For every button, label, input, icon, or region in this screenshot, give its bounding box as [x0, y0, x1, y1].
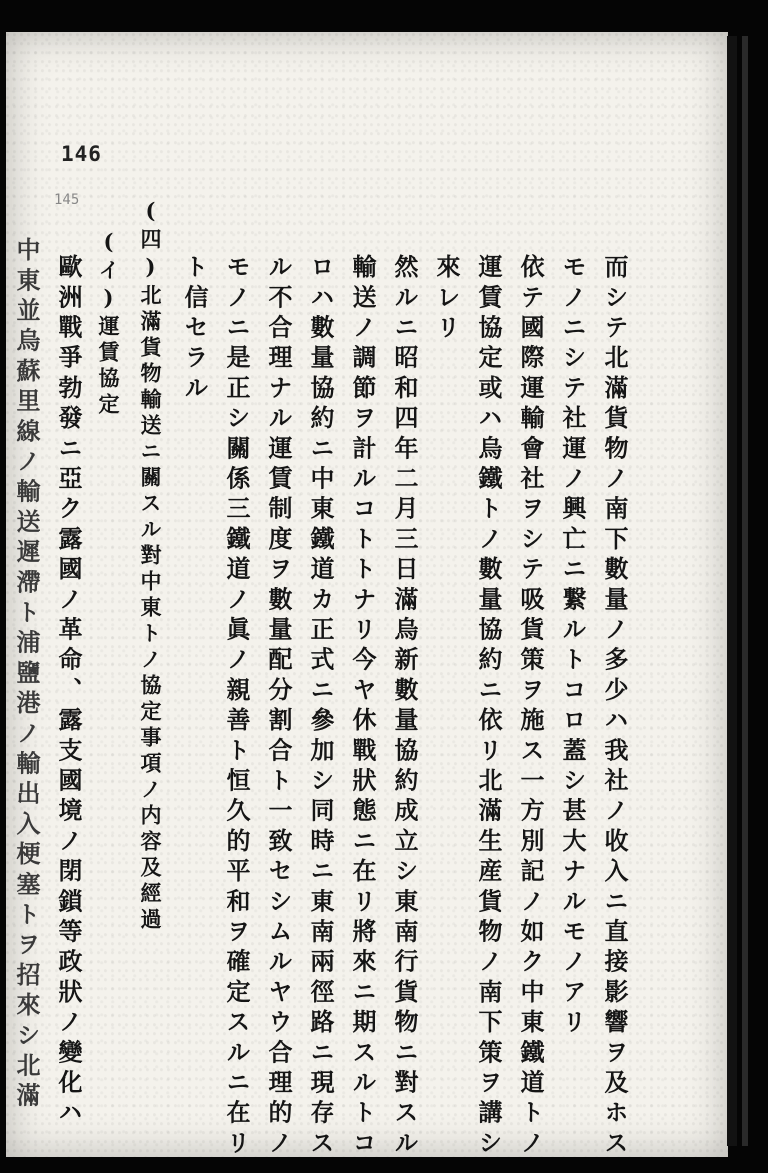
text-column-10: モノニ是正シ關係三鐵道ノ眞ノ親善ト恒久的平和ヲ確定スルニ在リ: [222, 254, 251, 1160]
text-column-14: 歐洲戰爭勃發ニ亞ク露國ノ革命、露支國境ノ閉鎖等政狀ノ變化ハ: [54, 254, 83, 1130]
section-heading: (四)北滿貨物輸送ニ關スル對中東トノ協定事項ノ内容及經過: [138, 198, 163, 934]
text-column-2: モノニシテ社運ノ興亡ニ繋ルトコロ蓋シ甚大ナルモノアリ: [558, 254, 587, 1040]
text-column-5: 來レリ: [432, 254, 461, 345]
document-page: [6, 32, 728, 1161]
page-edge-shadow: [727, 36, 737, 1146]
text-column-11: ト信セラル: [180, 254, 209, 405]
subsection-heading: (イ)運賃協定: [96, 229, 121, 419]
text-column-4: 運賃協定或ハ烏鐵トノ數量協約ニ依リ北滿生産貨物ノ南下策ヲ講シ: [474, 254, 503, 1160]
text-column-15: 中東並烏蘇里線ノ輸送遲滯ト浦鹽港ノ輸出入梗塞トヲ招來シ北滿: [12, 237, 41, 1113]
text-column-6: 然ルニ昭和四年二月三日滿烏新數量協約成立シ東南行貨物ニ對スル: [390, 254, 419, 1160]
text-column-3: 依テ國際運輸會社ヲシテ吸貨策ヲ施ス一方別記ノ如ク中東鐵道トノ: [516, 254, 545, 1160]
page-edge-line: [742, 36, 748, 1146]
text-column-1: 而シテ北滿貨物ノ南下數量ノ多少ハ我社ノ收入ニ直接影響ヲ及ホス: [600, 254, 629, 1160]
faded-page-number: 145: [54, 192, 80, 208]
text-column-8: ロハ數量協約ニ中東鐵道カ正式ニ參加シ同時ニ東南兩徑路ニ現存ス: [306, 254, 335, 1160]
page-number: 146: [61, 142, 102, 166]
text-column-7: 輸送ノ調節ヲ計ルコトトナリ今ヤ休戰狀態ニ在リ將來ニ期スルトコ: [348, 254, 377, 1161]
text-column-9: ル不合理ナル運賃制度ヲ數量配分割合ト一致セシムルヤウ合理的ノ: [264, 254, 293, 1160]
